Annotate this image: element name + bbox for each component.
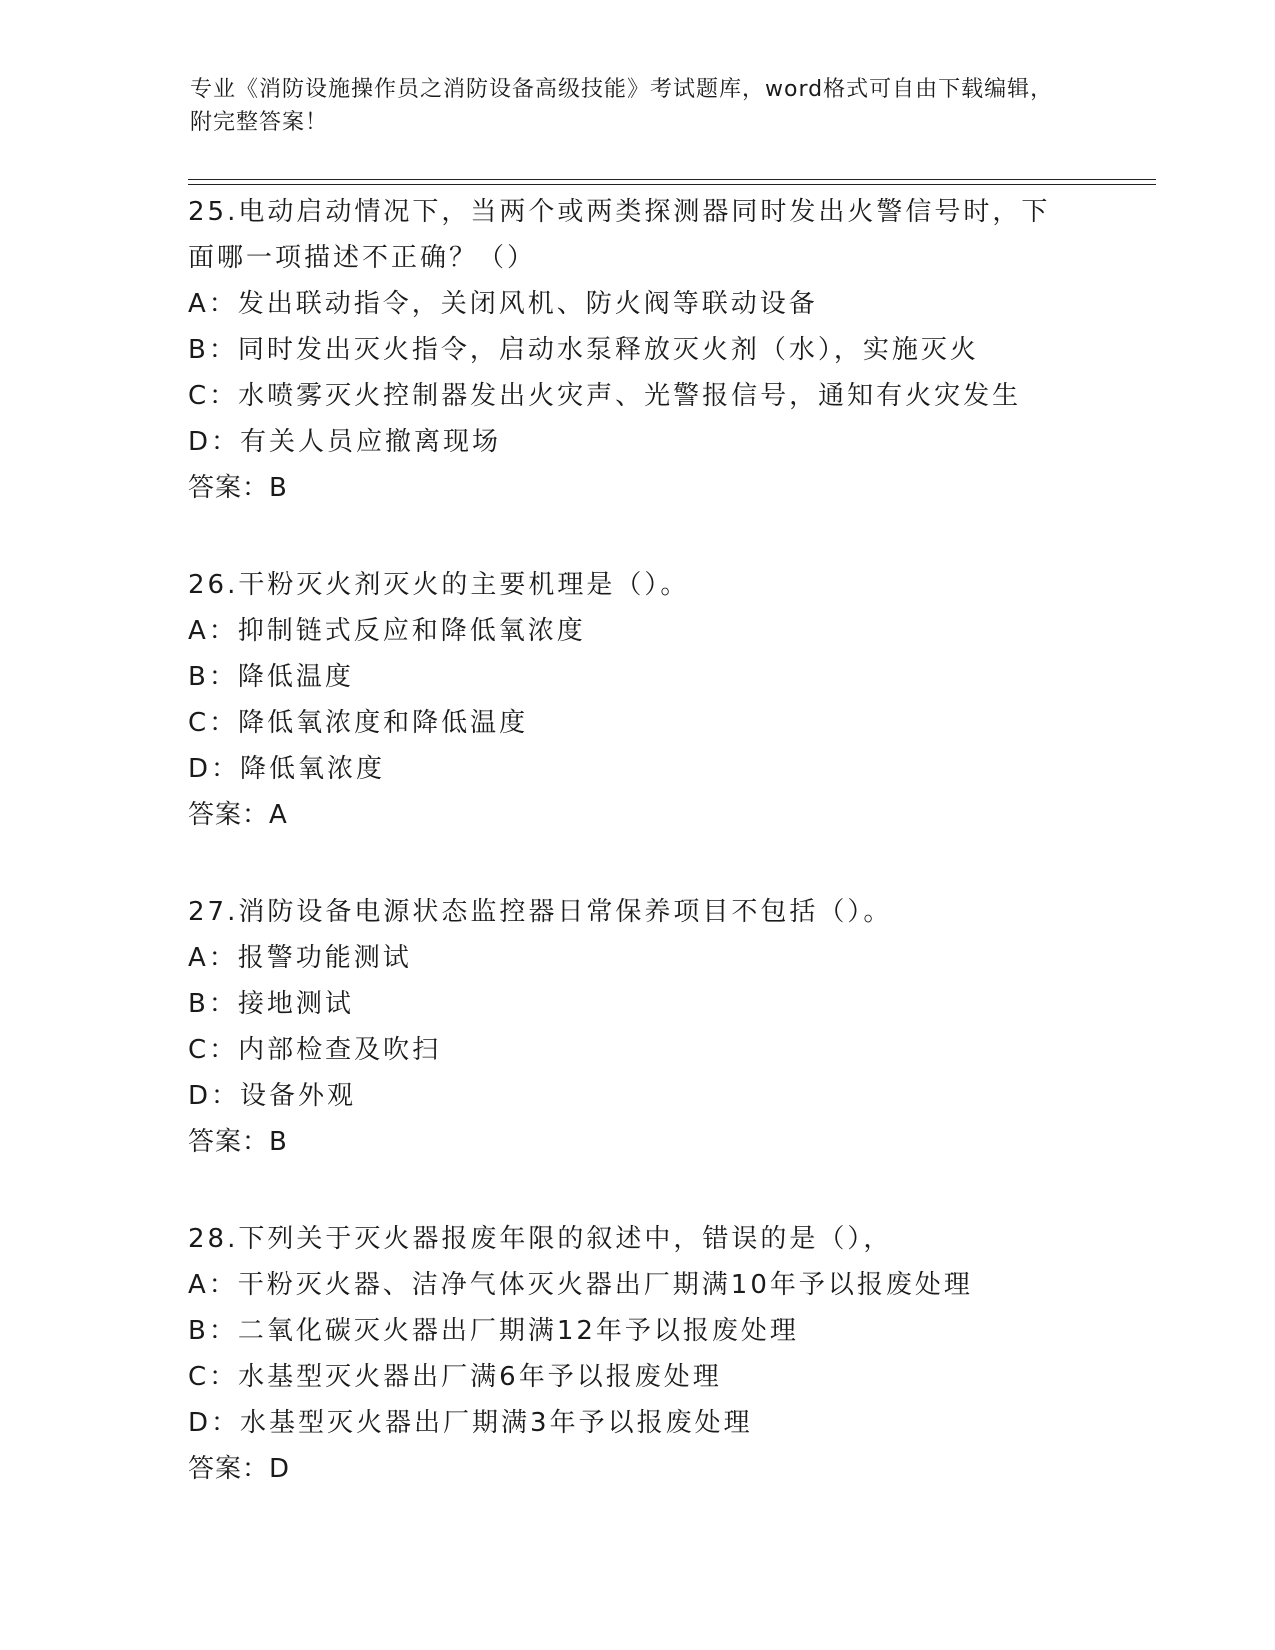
answer: 答案：B (188, 473, 288, 503)
option-b: B：二氧化碳灭火器出厂期满12年予以报废处理 (188, 1316, 799, 1346)
option-c: C：水基型灭火器出厂满6年予以报废处理 (188, 1362, 722, 1392)
question-26 (188, 562, 1088, 838)
document-header: 专业《消防设施操作员之消防设备高级技能》考试题库，word格式可自由下载编辑，附完整答案！ (190, 77, 1054, 135)
question-27 (188, 889, 1088, 1165)
answer: 答案：A (188, 800, 288, 830)
option-d: D：设备外观 (188, 1081, 357, 1111)
question-stem: 26.干粉灭火剂灭火的主要机理是（）。 (188, 570, 690, 600)
option-d: D：水基型灭火器出厂期满3年予以报废处理 (188, 1408, 753, 1438)
question-25 (188, 189, 1088, 511)
option-d: D：降低氧浓度 (188, 754, 386, 784)
answer: 答案：B (188, 1127, 288, 1157)
answer: 答案：D (188, 1454, 291, 1484)
option-b: B：降低温度 (188, 662, 354, 692)
header-divider-bottom (188, 184, 1156, 185)
option-a: A：发出联动指令，关闭风机、防火阀等联动设备 (188, 289, 818, 319)
question-stem: 25.电动启动情况下，当两个或两类探测器同时发出火警信号时，下面哪一项描述不正确？（） (188, 197, 1051, 273)
header-divider-top (188, 179, 1156, 180)
option-a: A：报警功能测试 (188, 943, 412, 973)
option-b: B：同时发出灭火指令，启动水泵释放灭火剂（水），实施灭火 (188, 335, 979, 365)
question-28 (188, 1216, 1088, 1492)
question-stem: 28.下列关于灭火器报废年限的叙述中，错误的是（）， (188, 1224, 893, 1254)
option-c: C：水喷雾灭火控制器发出火灾声、光警报信号，通知有火灾发生 (188, 381, 1022, 411)
option-a: A：抑制链式反应和降低氧浓度 (188, 616, 586, 646)
option-a: A：干粉灭火器、洁净气体灭火器出厂期满10年予以报废处理 (188, 1270, 973, 1300)
option-d: D：有关人员应撤离现场 (188, 427, 502, 457)
option-b: B：接地测试 (188, 989, 354, 1019)
option-c: C：降低氧浓度和降低温度 (188, 708, 529, 738)
option-c: C：内部检查及吹扫 (188, 1035, 442, 1065)
question-stem: 27.消防设备电源状态监控器日常保养项目不包括（）。 (188, 897, 893, 927)
question-list (188, 189, 1088, 1543)
